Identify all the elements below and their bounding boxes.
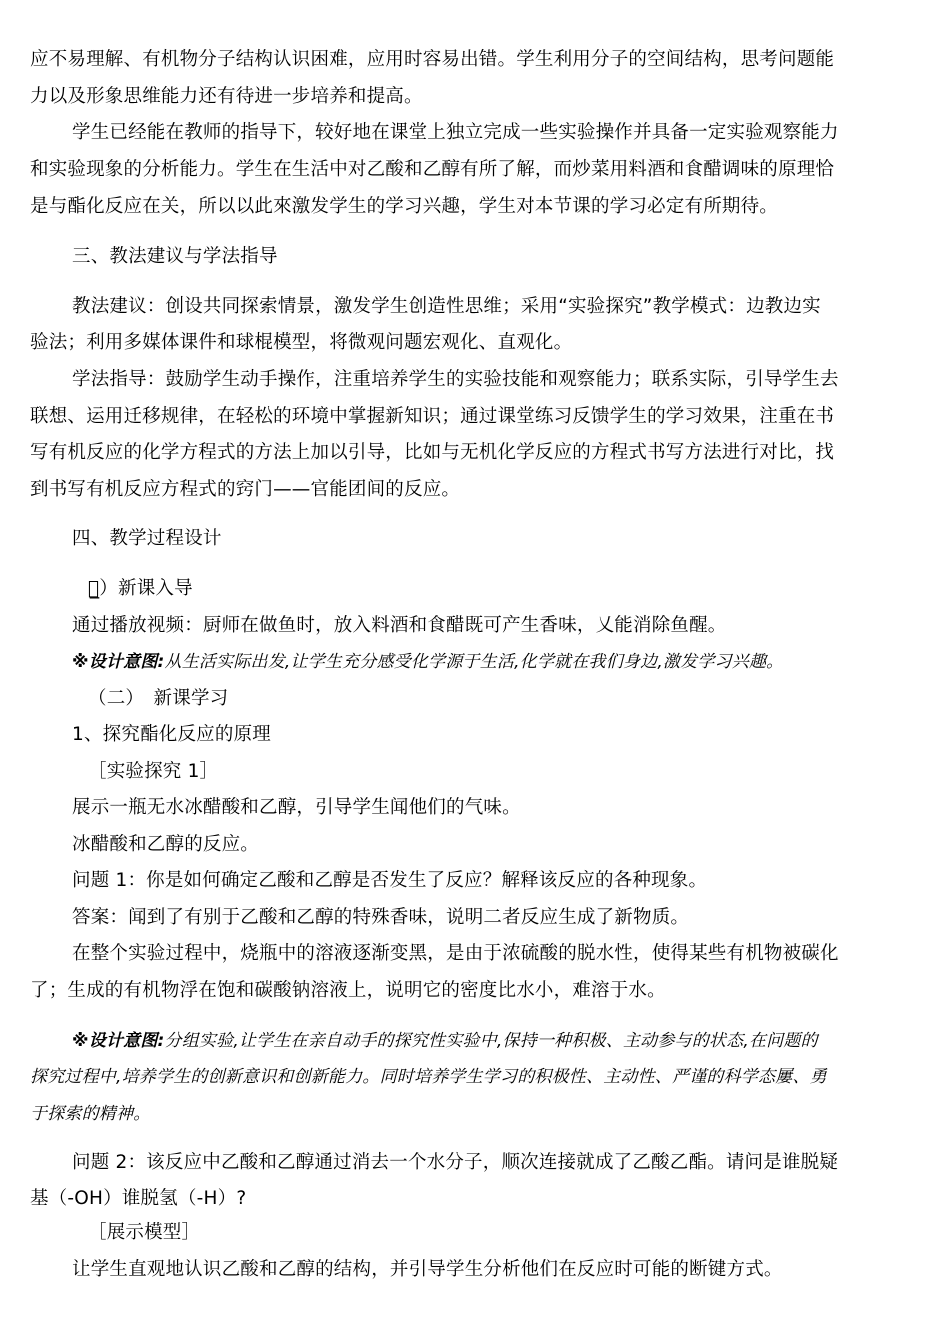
paragraph-line: 通过播放视频：厨师在做鱼时，放入料酒和食醋既可产生香味，乂能消除鱼醒。 [72, 615, 727, 636]
paragraph-line: 了；生成的有机物浮在饱和碳酸钠溶液上，说明它的密度比水小，难溶于水。 [30, 980, 666, 1001]
paragraph-line: 到书写有机反应方程式的窍门——官能团间的反应。 [30, 479, 461, 500]
design-intent-note [72, 1028, 950, 1054]
paragraph-line: 联想、运用迁移规律，在轻松的环境中掌握新知识；通过课堂练习反馈学生的学习效果，注重在书 [30, 406, 835, 427]
paragraph-line: 展示一瓶无水冰醋酸和乙醇，引导学生闻他们的气味。 [72, 797, 521, 818]
paragraph-line: 应不易理解、有机物分子结构认识困难，应用时容易出错。学生利用分子的空间结构，思考问题能 [30, 49, 835, 70]
paragraph-line: 冰醋酸和乙醇的反应。 [72, 834, 260, 855]
paragraph-line: 学法指导：鼓励学生动手操作，注重培养学生的实验技能和观察能力；联系实际，引导学生去 [72, 369, 839, 390]
experiment-label: ［实验探究 1］ [88, 761, 219, 782]
design-intent-label: ※设计意图: [72, 1031, 165, 1051]
question-line: 问题 1：你是如何确定乙酸和乙醇是否发生了反应？解释该反应的各种现象。 [72, 870, 708, 891]
paragraph-line: 和实验现象的分析能力。学生在生活中对乙酸和乙醇有所了解，而炒菜用料酒和食醋调味的原理恰 [30, 159, 835, 180]
design-intent-note [72, 649, 950, 675]
paragraph-line: 学生已经能在教师的指导下，较好地在课堂上独立完成一些实验操作并具备一定实验观察能力 [72, 122, 839, 143]
design-intent-text: 从生活实际出发,让学生充分感受化学源于生活,化学就在我们身边,激发学习兴趣。 [164, 652, 784, 672]
design-intent-line: 探究过程中,培养学生的创新意识和创新能力。同时培养学生学习的积极性、主动性、严谨的科学态屢、勇 [30, 1067, 827, 1087]
answer-line: 答案：闻到了有别于乙酸和乙醇的特殊香味，说明二者反应生成了新物质。 [72, 907, 690, 928]
paragraph-line: 让学生直观地认识乙酸和乙醇的结构，并引导学生分析他们在反应时可能的断键方式。 [72, 1259, 783, 1280]
paragraph-line: 写有机反应的化学方程式的方法上加以引导，比如与无机化学反应的方程式书写方法进行对比，找 [30, 442, 835, 463]
design-intent-line: 于探索的精神。 [30, 1104, 151, 1124]
paragraph-line: 教法建议：创设共同探索情景，激发学生创造性思维；采用“实验探究”教学模式：边教边实 [72, 296, 821, 317]
paragraph-line: 是与酯化反应在关，所以以此來激发学生的学习兴趣，学生对本节课的学习必定有所期待。 [30, 196, 779, 217]
subsection-heading: （二） 新课学习 [88, 688, 229, 709]
paragraph-line: 验法；利用多媒体课件和球棍模型，将微观问题宏观化、直观化。 [30, 332, 573, 353]
subsection-heading: （̲）新课入导 [88, 578, 193, 599]
question-line: 基（-OH）谁脱氢（-H）? [30, 1188, 247, 1209]
item-heading: 1、探究酯化反应的原理 [72, 724, 271, 745]
model-label: ［展示模型］ [88, 1222, 201, 1243]
design-intent-text: 分组实验,让学生在亲自动手的探究性实验中,保持一种积极、主动参与的状态,在问题的 [164, 1031, 818, 1051]
design-intent-label: ※设计意图: [72, 652, 165, 672]
section-heading: 四、教学过程设计 [72, 528, 222, 549]
paragraph-line: 力以及形象思维能力还有待进一步培养和提高。 [30, 86, 423, 107]
question-line: 问题 2：该反应中乙酸和乙醇通过消去一个水分子，顺次连接就成了乙酸乙酯。请问是谁脱疑 [72, 1152, 839, 1173]
section-heading: 三、教法建议与学法指导 [72, 246, 278, 267]
paragraph-line: 在整个实验过程中，烧瓶中的溶液逐渐变黑，是由于浓硫酸的脱水性，使得某些有机物被碳化 [72, 943, 839, 964]
